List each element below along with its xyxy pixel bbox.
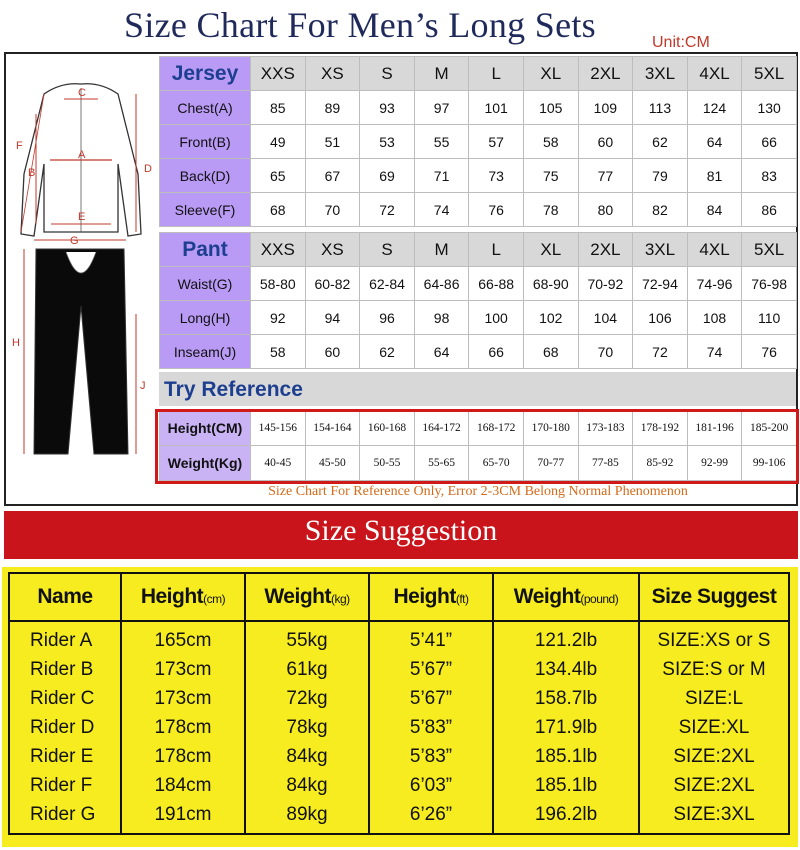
table-cell: 60 [305,335,360,369]
table-cell: 72-94 [633,267,688,301]
try-row-weight [160,446,797,481]
height-ft-value: 6’26” [409,804,453,825]
table-cell: 69 [360,159,415,193]
table-cell: 93 [360,91,415,125]
table-cell: 168-172 [469,411,524,446]
label-d: D [144,163,152,175]
size-suggest-value: SIZE:3XL [673,804,755,825]
height-ft-value: 5’67” [409,688,453,709]
header-name: Name [9,573,121,621]
size-header: M [414,57,469,91]
table-cell: 101 [469,91,524,125]
pant-header-row [160,233,797,267]
table-cell: 62-84 [360,267,415,301]
table-cell: 70-92 [578,267,633,301]
row-label: Height(CM) [160,411,251,446]
table-cell: 82 [633,193,688,227]
table-cell: 66-88 [469,267,524,301]
table-cell: 84 [687,193,742,227]
rider-name: Rider B [30,659,94,680]
table-cell: 109 [578,91,633,125]
table-cell: 68-90 [523,267,578,301]
table-cell: 51 [305,125,360,159]
suggestion-header-row [9,573,789,621]
rider-name: Rider C [30,688,95,709]
table-cell: 80 [578,193,633,227]
table-cell: 71 [414,159,469,193]
table-cell: 106 [633,301,688,335]
table-cell: 164-172 [414,411,469,446]
jersey-header-row [160,57,797,91]
size-header: XS [305,233,360,267]
weight-lb-column [493,621,639,834]
table-cell: 65 [251,159,306,193]
table-cell: 97 [414,91,469,125]
weight-lb-value: 158.7lb [534,688,598,709]
size-suggestion-title: Size Suggestion [304,514,498,547]
table-cell: 74 [687,335,742,369]
label-g: G [70,235,79,247]
table-cell: 72 [633,335,688,369]
table-cell: 160-168 [360,411,415,446]
height-ft-column [369,621,493,834]
size-header: 5XL [742,57,797,91]
table-cell: 58 [251,335,306,369]
weight-kg-value: 72kg [286,688,328,709]
height-cm-value: 178cm [154,717,212,738]
table-cell: 170-180 [523,411,578,446]
table-cell: 98 [414,301,469,335]
table-cell: 55-65 [414,446,469,481]
size-header: S [360,57,415,91]
size-header: XL [523,57,578,91]
size-header: XS [305,57,360,91]
row-label: Long(H) [160,301,251,335]
table-cell: 74-96 [687,267,742,301]
table-cell: 99-106 [742,446,797,481]
table-cell: 130 [742,91,797,125]
table-cell: 64 [687,125,742,159]
table-cell: 92-99 [687,446,742,481]
try-row-height [160,411,797,446]
table-cell: 64 [414,335,469,369]
table-cell: 64-86 [414,267,469,301]
jersey-row-chest [160,91,797,125]
size-header: 4XL [687,57,742,91]
table-cell: 145-156 [251,411,306,446]
table-cell: 72 [360,193,415,227]
suggestion-body [9,621,789,834]
height-cm-column [121,621,245,834]
header-height-ft: Height(ft) [369,573,493,621]
table-cell: 66 [742,125,797,159]
size-header: 2XL [578,233,633,267]
row-label: Weight(Kg) [160,446,251,481]
height-cm-value: 184cm [154,775,212,796]
size-header: 3XL [633,233,688,267]
row-label: Chest(A) [160,91,251,125]
table-cell: 178-192 [633,411,688,446]
try-reference-title: Try Reference [164,378,303,401]
try-reference-table [159,410,797,481]
rider-name: Rider E [30,746,94,767]
size-suggest-value: SIZE:2XL [673,775,755,796]
size-suggest-value: SIZE:XS or S [657,630,771,651]
height-cm-value: 165cm [154,630,212,651]
table-cell: 77-85 [578,446,633,481]
pant-row-long [160,301,797,335]
table-cell: 49 [251,125,306,159]
table-cell: 73 [469,159,524,193]
label-j: J [140,380,146,392]
row-label: Inseam(J) [160,335,251,369]
table-cell: 81 [687,159,742,193]
weight-lb-value: 196.2lb [534,804,598,825]
table-cell: 104 [578,301,633,335]
table-cell: 83 [742,159,797,193]
table-cell: 75 [523,159,578,193]
height-ft-value: 5’83” [409,746,453,767]
rider-name: Rider F [30,775,93,796]
weight-lb-value: 134.4lb [534,659,598,680]
label-e: E [78,211,86,223]
height-ft-value: 6’03” [409,775,453,796]
height-cm-value: 173cm [154,688,212,709]
weight-kg-value: 61kg [286,659,328,680]
rider-name: Rider D [30,717,95,738]
weight-kg-column [245,621,369,834]
header-weight-pound: Weight(pound) [493,573,639,621]
label-h: H [12,337,20,349]
header-weight-kg: Weight(kg) [245,573,369,621]
table-cell: 76-98 [742,267,797,301]
header-size-suggest: Size Suggest [639,573,789,621]
pant-diagram [24,240,136,454]
table-cell: 58-80 [251,267,306,301]
table-cell: 94 [305,301,360,335]
label-b: B [28,167,36,179]
weight-kg-value: 89kg [286,804,328,825]
weight-kg-value: 55kg [286,630,328,651]
size-suggestion-table [8,572,790,835]
table-cell: 89 [305,91,360,125]
height-ft-value: 5’67” [409,659,453,680]
weight-kg-value: 78kg [286,717,328,738]
rider-name: Rider G [30,804,96,825]
table-cell: 68 [251,193,306,227]
jersey-section-title: Jersey [160,57,251,91]
table-cell: 50-55 [360,446,415,481]
table-cell: 78 [523,193,578,227]
table-cell: 76 [742,335,797,369]
table-cell: 55 [414,125,469,159]
table-cell: 65-70 [469,446,524,481]
row-label: Front(B) [160,125,251,159]
table-cell: 96 [360,301,415,335]
row-label: Waist(G) [160,267,251,301]
label-f: F [16,140,23,152]
size-suggest-value: SIZE:XL [678,717,750,738]
weight-lb-value: 121.2lb [534,630,598,651]
table-cell: 68 [523,335,578,369]
size-header: 2XL [578,57,633,91]
table-cell: 77 [578,159,633,193]
height-ft-value: 5’41” [409,630,453,651]
rider-name: Rider A [30,630,93,651]
header-height-cm: Height(cm) [121,573,245,621]
table-cell: 58 [523,125,578,159]
table-cell: 85 [251,91,306,125]
pant-row-waist [160,267,797,301]
size-header: 5XL [742,233,797,267]
table-cell: 124 [687,91,742,125]
page-title: Size Chart For Men’s Long Sets [124,5,596,45]
table-cell: 70 [305,193,360,227]
table-cell: 76 [469,193,524,227]
garment-measurement-illustration [6,54,156,504]
table-cell: 66 [469,335,524,369]
pant-size-table [159,232,797,369]
row-label: Sleeve(F) [160,193,251,227]
table-cell: 74 [414,193,469,227]
size-header: 4XL [687,233,742,267]
weight-lb-value: 185.1lb [534,775,598,796]
table-cell: 62 [360,335,415,369]
height-ft-value: 5’83” [409,717,453,738]
table-cell: 57 [469,125,524,159]
height-cm-value: 173cm [154,659,212,680]
weight-kg-value: 84kg [286,775,328,796]
size-header: S [360,233,415,267]
table-cell: 85-92 [633,446,688,481]
table-cell: 92 [251,301,306,335]
weight-lb-value: 171.9lb [534,717,598,738]
pant-section-title: Pant [160,233,251,267]
size-header: L [469,233,524,267]
table-cell: 110 [742,301,797,335]
table-cell: 53 [360,125,415,159]
weight-kg-value: 84kg [286,746,328,767]
table-cell: 113 [633,91,688,125]
size-suggest-value: SIZE:S or M [662,659,766,680]
table-cell: 105 [523,91,578,125]
size-header: L [469,57,524,91]
table-cell: 181-196 [687,411,742,446]
jersey-row-front [160,125,797,159]
size-header: M [414,233,469,267]
table-cell: 40-45 [251,446,306,481]
table-cell: 60-82 [305,267,360,301]
jersey-size-table [159,56,797,227]
unit-label: Unit:CM [652,34,710,51]
size-suggest-column [639,621,789,834]
table-cell: 60 [578,125,633,159]
table-cell: 185-200 [742,411,797,446]
size-header: XL [523,233,578,267]
size-suggest-value: SIZE:L [684,688,744,709]
height-cm-value: 191cm [154,804,212,825]
table-cell: 86 [742,193,797,227]
table-cell: 67 [305,159,360,193]
size-header: XXS [251,57,306,91]
weight-lb-value: 185.1lb [534,746,598,767]
table-cell: 79 [633,159,688,193]
height-cm-value: 178cm [154,746,212,767]
size-header: XXS [251,233,306,267]
row-label: Back(D) [160,159,251,193]
label-c: C [78,87,86,99]
table-cell: 108 [687,301,742,335]
rider-name-column [9,621,121,834]
table-cell: 100 [469,301,524,335]
table-cell: 70-77 [523,446,578,481]
label-a: A [78,149,86,161]
jersey-row-sleeve [160,193,797,227]
jersey-row-back [160,159,797,193]
table-cell: 154-164 [305,411,360,446]
table-cell: 45-50 [305,446,360,481]
table-cell: 102 [523,301,578,335]
table-cell: 62 [633,125,688,159]
size-header: 3XL [633,57,688,91]
size-suggest-value: SIZE:2XL [673,746,755,767]
table-cell: 173-183 [578,411,633,446]
reference-footnote: Size Chart For Reference Only, Error 2-3CM Belong Normal Phenomenon [268,484,688,499]
table-cell: 70 [578,335,633,369]
pant-row-inseam [160,335,797,369]
